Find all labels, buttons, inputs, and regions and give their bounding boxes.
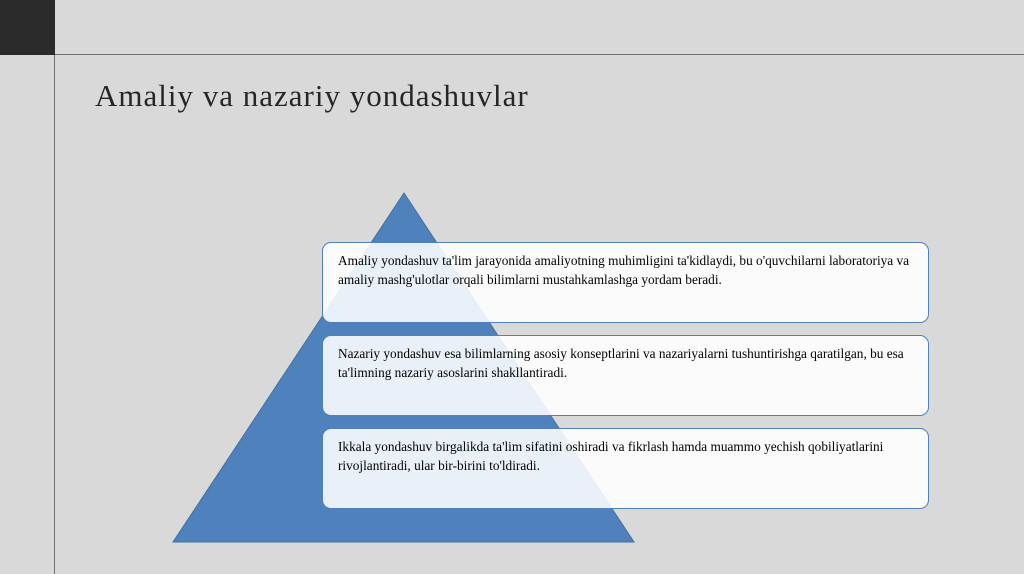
pyramid-level-2-text: Nazariy yondashuv esa bilimlarning asosiy konseptlarini va nazariyalarni tushuntirishga qaratilgan, bu esa ta'limning nazariy asoslarini shakllantiradi. [338, 346, 904, 380]
pyramid-level-3-text: Ikkala yondashuv birgalikda ta'lim sifatini oshiradi va fikrlash hamda muammo yechish qobiliyatlarini rivojlantiradi, ular bir-birini to'ldiradi. [338, 439, 884, 473]
pyramid-level-1-text: Amaliy yondashuv ta'lim jarayonida amaliyotning muhimligini ta'kidlaydi, bu o'quvchilarni laboratoriya va amaliy mashg'ulotlar orqali bilimlarni mustahkamlashga yordam beradi. [338, 253, 910, 287]
pyramid-level-2-card [322, 335, 929, 416]
pyramid-level-3-card [322, 428, 929, 509]
slide-title: Amaliy va nazariy yondashuvlar [95, 78, 529, 113]
pyramid-level-1-card [322, 242, 929, 323]
